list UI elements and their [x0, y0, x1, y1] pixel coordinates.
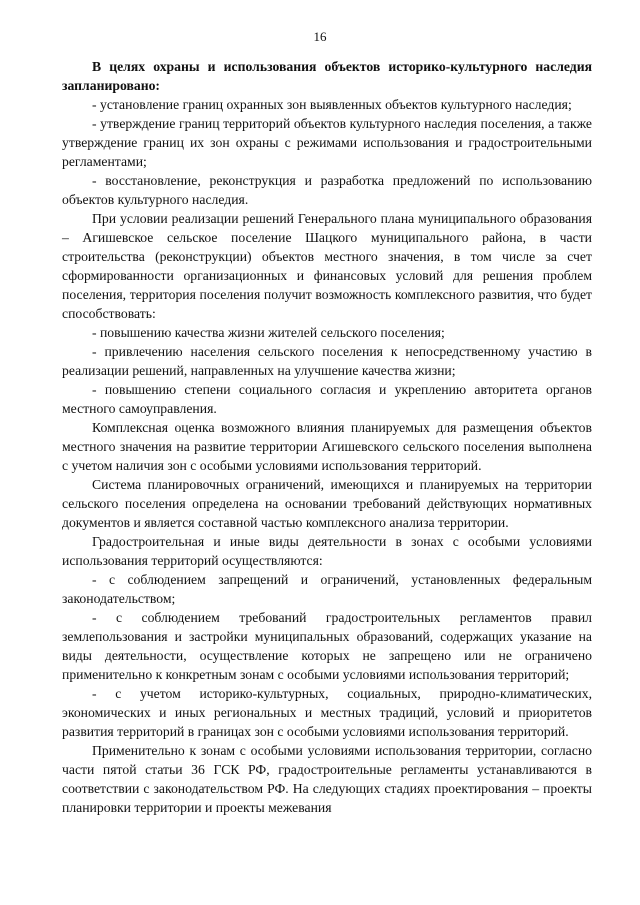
list-item: - утверждение границ территорий объектов культурного наследия поселения, а также утверждение границ их зон охраны с режимами использования и градостроительными регламентами;	[62, 116, 592, 169]
list-item: - привлечению населения сельского поселения к непосредственному участию в реализации решений, направленных на улучшение качества жизни;	[62, 344, 592, 378]
list-item: - восстановление, реконструкция и разработка предложений по использованию объектов культурного наследия.	[62, 173, 592, 207]
paragraph: При условии реализации решений Генерального плана муниципального образования – Агишевское сельское поселение Шацкого муниципального района, в части строительства (реконструкции) объектов местного значения, в том числе за счет сформированности организационных и финансовых условий для решения проблем поселения, территория поселения получит возможность комплексного развития, что будет способствовать:	[62, 211, 592, 321]
paragraph: Применительно к зонам с особыми условиями использования территории, согласно части пятой статьи 36 ГСК РФ, градостроительные регламенты устанавливаются в соответствии с законодательством РФ. На следующих стадиях проектирования – проекты планировки территории и проекты межевания	[62, 743, 592, 815]
list-item: - с соблюдением требований градостроительных регламентов правил землепользования и застройки муниципальных образований, содержащих указание на виды деятельности, осуществление которых не запрещено или не ограничено применительно к конкретным зонам с особыми условиями использования территорий;	[62, 610, 592, 682]
list-item: - с учетом историко-культурных, социальных, природно-климатических, экономических и иных региональных и местных традиций, условий и приоритетов развития территорий в границах зон с особыми условиями использования территорий.	[62, 686, 592, 739]
list-item: - повышению качества жизни жителей сельского поселения;	[92, 325, 445, 340]
paragraph: Комплексная оценка возможного влияния планируемых для размещения объектов местного значения на развитие территории Агишевского сельского поселения выполнена с учетом наличия зон с особыми условиями использования территорий.	[62, 420, 592, 473]
list-item: - установление границ охранных зон выявленных объектов культурного наследия;	[92, 97, 572, 112]
document-body	[62, 57, 592, 817]
paragraph: Система планировочных ограничений, имеющихся и планируемых на территории сельского поселения определена на основании требований действующих нормативных документов и является составной частью комплексного анализа территории.	[62, 477, 592, 530]
paragraph: Градостроительная и иные виды деятельности в зонах с особыми условиями использования территорий осуществляются:	[62, 534, 592, 568]
page-number: 16	[313, 29, 327, 44]
section-heading: В целях охраны и использования объектов историко-культурного наследия запланировано:	[62, 59, 592, 93]
list-item: - с соблюдением запрещений и ограничений, установленных федеральным законодательством;	[62, 572, 592, 606]
list-item: - повышению степени социального согласия и укреплению авторитета органов местного самоуправления.	[62, 382, 592, 416]
